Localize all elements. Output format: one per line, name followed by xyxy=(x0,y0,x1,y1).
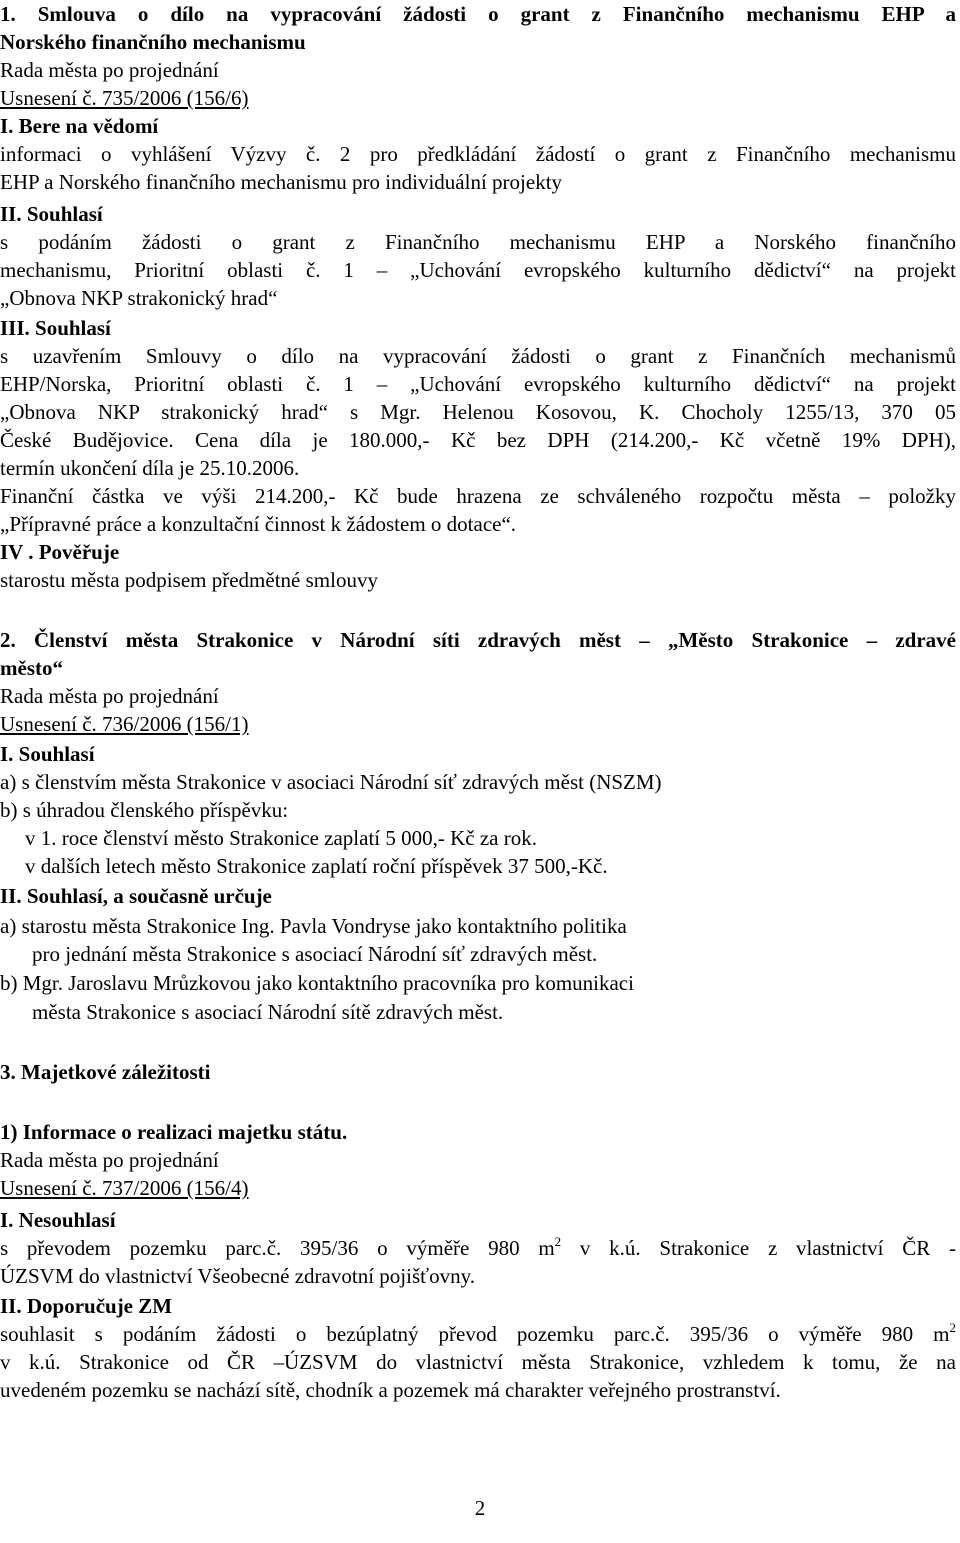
square-unit-superscript: 2 xyxy=(949,1320,956,1335)
section-1-point-1-line-2: EHP a Norského finančního mechanismu pro individuální projekty xyxy=(0,170,563,194)
section-2-point-2-heading: II. Souhlasí, a současně určuje xyxy=(0,884,272,908)
section-2-point-2-item-b-line-1: b) Mgr. Jaroslavu Mrůzkovou jako kontaktního pracovníka pro komunikaci xyxy=(0,971,634,995)
section-2-resolution: Usnesení č. 736/2006 (156/1) xyxy=(0,712,249,736)
section-2-point-1-item-a: a) s členstvím města Strakonice v asociaci Národní síť zdravých měst (NSZM) xyxy=(0,770,662,794)
page-number: 2 xyxy=(474,1496,486,1520)
section-2-point-1-heading: I. Souhlasí xyxy=(0,742,95,766)
section-3-subsection-title: 1) Informace o realizaci majetku státu. xyxy=(0,1120,348,1144)
section-1-point-2-line-2: mechanismu, Prioritní oblasti č. 1 – „Uchování evropského kulturního dědictví“ na projekt xyxy=(0,258,956,282)
section-2-title-line-2: město“ xyxy=(0,656,63,680)
section-3-point-2-line-1 xyxy=(0,1320,956,1348)
section-3-point-2-line-3: uvedeném pozemku se nachází sítě, chodník a pozemek má charakter veřejného prostranství. xyxy=(0,1378,781,1402)
section-3-title: 3. Majetkové záležitosti xyxy=(0,1060,211,1084)
section-1-resolution: Usnesení č. 735/2006 (156/6) xyxy=(0,86,249,110)
section-3-point-1-heading: I. Nesouhlasí xyxy=(0,1208,116,1232)
section-3-point-2-line-2: v k.ú. Strakonice od ČR –ÚZSVM do vlastnictví města Strakonice, vzhledem k tomu, že na xyxy=(0,1350,956,1374)
section-1-point-3-line-1: s uzavřením Smlouvy o dílo na vypracování žádosti o grant z Finančních mechanismů xyxy=(0,344,956,368)
section-3-point-2-heading: II. Doporučuje ZM xyxy=(0,1294,173,1318)
section-1-point-3-heading: III. Souhlasí xyxy=(0,316,111,340)
section-1-point-3-line-7: „Přípravné práce a konzultační činnost k žádostem o dotace“. xyxy=(0,512,517,536)
section-3-point-1-line-1-text: s převodem pozemku parc.č. 395/36 o výměře 980 m xyxy=(0,1236,555,1260)
section-3-point-2-line-1-text: souhlasit s podáním žádosti o bezúplatný převod pozemku parc.č. 395/36 o výměře 980 m xyxy=(0,1322,950,1346)
section-1-point-1-line-1: informaci o vyhlášení Výzvy č. 2 pro předkládání žádostí o grant z Finančního mechanismu xyxy=(0,142,956,166)
section-3-point-1-line-1-tail: v k.ú. Strakonice z vlastnictví ČR - xyxy=(561,1236,956,1260)
section-2-title-line-1: 2. Členství města Strakonice v Národní síti zdravých měst – „Město Strakonice – zdravé xyxy=(0,628,956,652)
section-3-point-1-line-1 xyxy=(0,1234,956,1262)
section-1-point-4-heading: IV . Pověřuje xyxy=(0,540,120,564)
square-unit-superscript: 2 xyxy=(554,1234,562,1249)
section-1-point-3-line-6: Finanční částka ve výši 214.200,- Kč bude hrazena ze schváleného rozpočtu města – položky xyxy=(0,484,956,508)
section-2-point-1-item-b-2: v dalších letech město Strakonice zaplatí roční příspěvek 37 500,-Kč. xyxy=(25,854,608,878)
section-1-point-3-line-2: EHP/Norska, Prioritní oblasti č. 1 – „Uchování evropského kulturního dědictví“ na projekt xyxy=(0,372,956,396)
section-1-point-2-line-1: s podáním žádosti o grant z Finančního mechanismu EHP a Norského finančního xyxy=(0,230,956,254)
section-3-resolution: Usnesení č. 737/2006 (156/4) xyxy=(0,1176,249,1200)
section-1-title-line-2: Norského finančního mechanismu xyxy=(0,30,306,54)
section-1-council: Rada města po projednání xyxy=(0,58,219,82)
section-3-point-1-line-2: ÚZSVM do vlastnictví Všeobecné zdravotní pojišťovny. xyxy=(0,1264,475,1288)
section-2-point-2-item-b-line-2: města Strakonice s asociací Národní sítě zdravých měst. xyxy=(32,1000,504,1024)
section-2-council: Rada města po projednání xyxy=(0,684,219,708)
section-1-point-3-line-5: termín ukončení díla je 25.10.2006. xyxy=(0,456,300,480)
section-1-point-2-line-3: „Obnova NKP strakonický hrad“ xyxy=(0,286,278,310)
section-1-point-1-heading: I. Bere na vědomí xyxy=(0,114,159,138)
section-1-point-4-line-1: starostu města podpisem předmětné smlouvy xyxy=(0,568,378,592)
section-2-point-1-item-b: b) s úhradou členského příspěvku: xyxy=(0,798,289,822)
section-2-point-1-item-b-1: v 1. roce členství město Strakonice zaplatí 5 000,- Kč za rok. xyxy=(25,826,537,850)
section-1-title-line-1: 1. Smlouva o dílo na vypracování žádosti o grant z Finančního mechanismu EHP a xyxy=(0,2,956,26)
section-2-point-2-item-a-line-1: a) starostu města Strakonice Ing. Pavla Vondryse jako kontaktního politika xyxy=(0,914,627,938)
section-1-point-3-line-3: „Obnova NKP strakonický hrad“ s Mgr. Helenou Kosovou, K. Chocholy 1255/13, 370 05 xyxy=(0,400,956,424)
section-3-council: Rada města po projednání xyxy=(0,1148,219,1172)
section-2-point-2-item-a-line-2: pro jednání města Strakonice s asociací Národní síť zdravých měst. xyxy=(32,942,598,966)
section-1-point-3-line-4: České Budějovice. Cena díla je 180.000,- Kč bez DPH (214.200,- Kč včetně 19% DPH), xyxy=(0,428,956,452)
section-1-point-2-heading: II. Souhlasí xyxy=(0,202,103,226)
